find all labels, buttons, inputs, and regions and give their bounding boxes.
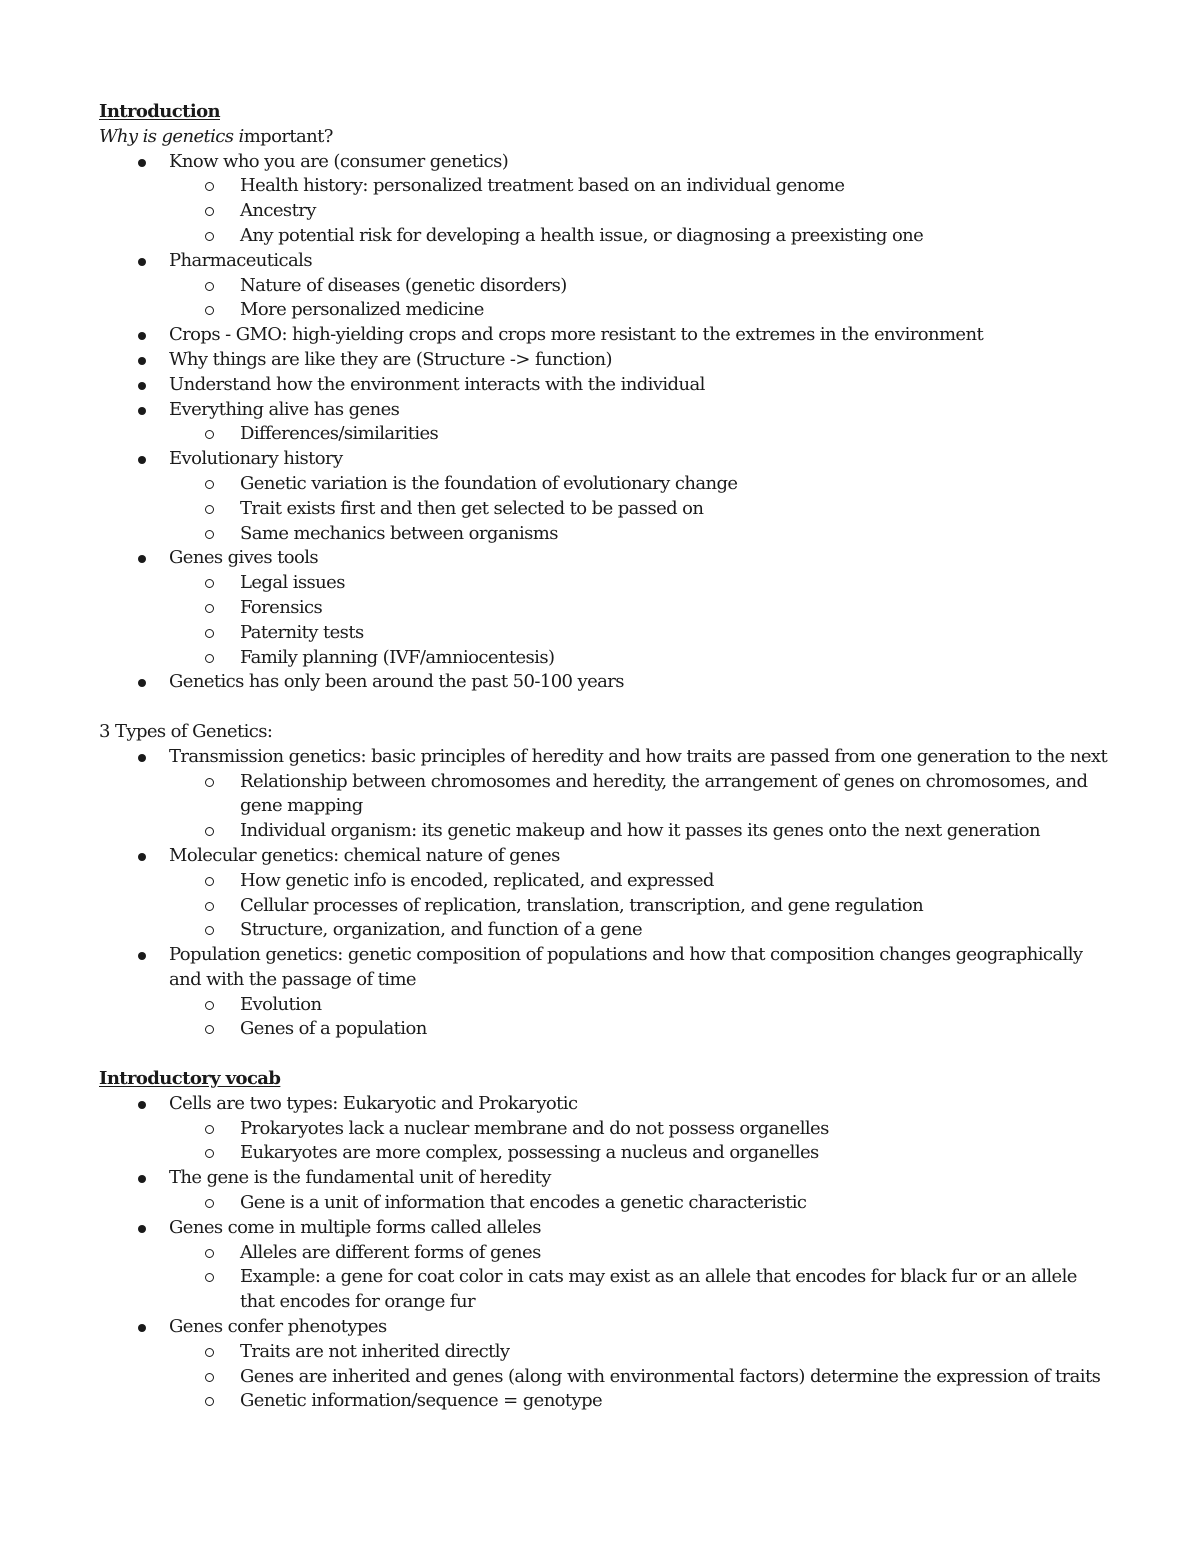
list-item [99,249,1109,274]
sub-list-item: Individual organism: its genetic makeup and how it passes its genes onto the next generation [99,819,1109,844]
sub-list-item: Evolution [99,993,1109,1018]
list-item-text: Population genetics: genetic composition of populations and how that composition changes geographically and with the passage of time [169,944,1083,990]
sub-list-item: Example: a gene for coat color in cats may exist as an allele that encodes for black fur or an allele that encodes for orange fur [99,1265,1109,1315]
list-item-text: Know who you are (consumer genetics) [169,150,509,172]
sub-list-item: Gene is a unit of information that encodes a genetic characteristic [99,1191,1109,1216]
spacer [99,1042,1109,1067]
types-of-genetics-list [99,745,1109,1043]
sub-list-item: Legal issues [99,571,1109,596]
sub-list-item: Ancestry [99,199,1109,224]
sub-list [99,472,1109,546]
sub-list-item: Cellular processes of replication, translation, transcription, and gene regulation [99,894,1109,919]
list-item-text: Transmission genetics: basic principles of heredity and how traits are passed from one generation to the next [169,745,1108,767]
list-item-text: Evolutionary history [169,448,343,470]
list-item-text: Crops - GMO: high-yielding crops and crops more resistant to the extremes in the environment [169,324,984,346]
list-item [99,447,1109,472]
list-item-text: Genes come in multiple forms called alleles [169,1216,541,1238]
sub-list [99,1241,1109,1315]
list-item [99,1166,1109,1191]
sub-list-item: Paternity tests [99,621,1109,646]
list-item [99,1216,1109,1241]
list-item-text: Genes gives tools [169,547,318,569]
list-item [99,1315,1109,1340]
document-body [99,100,1109,1414]
list-item [99,348,1109,373]
sub-list-item: Alleles are different forms of genes [99,1241,1109,1266]
sub-list [99,869,1109,943]
section-heading-introductory-vocab: Introductory vocab [99,1068,281,1090]
list-item-text: Cells are two types: Eukaryotic and Prokaryotic [169,1092,578,1114]
list-item-text: Pharmaceuticals [169,249,312,271]
subtitle-rest: mportant? [243,125,333,147]
sub-list-item: How genetic info is encoded, replicated, and expressed [99,869,1109,894]
list-item [99,670,1109,695]
sub-list-item: Genetic variation is the foundation of evolutionary change [99,472,1109,497]
list-item-text: Molecular genetics: chemical nature of genes [169,844,560,866]
sub-list-item: Relationship between chromosomes and heredity, the arrangement of genes on chromosomes, and gene mapping [99,770,1109,820]
sub-list [99,993,1109,1043]
list-item [99,373,1109,398]
sub-list-item: Structure, organization, and function of a gene [99,918,1109,943]
section-subtitle [99,125,1109,150]
list-item-text: Why things are like they are (Structure -> function) [169,348,612,370]
types-of-genetics-label: 3 Types of Genetics: [99,720,273,742]
sub-list-item: Prokaryotes lack a nuclear membrane and do not possess organelles [99,1117,1109,1142]
sub-list [99,274,1109,324]
sub-list-item: Any potential risk for developing a health issue, or diagnosing a preexisting one [99,224,1109,249]
sub-list-item: Genes of a population [99,1017,1109,1042]
list-item [99,1092,1109,1117]
sub-list-item: Differences/similarities [99,422,1109,447]
sub-list-item: Same mechanics between organisms [99,522,1109,547]
section-heading-introduction: Introduction [99,101,220,122]
list-item-text: The gene is the fundamental unit of heredity [169,1167,551,1189]
sub-list-item: More personalized medicine [99,298,1109,323]
list-item [99,398,1109,423]
sub-list [99,174,1109,248]
sub-list [99,571,1109,670]
sub-list-item: Family planning (IVF/amniocentesis) [99,646,1109,671]
list-item [99,546,1109,571]
sub-list-item: Forensics [99,596,1109,621]
sub-list [99,422,1109,447]
list-item [99,745,1109,770]
list-item-text: Genetics has only been around the past 50-100 years [169,671,624,693]
sub-list-item: Genetic information/sequence = genotype [99,1389,1109,1414]
introductory-vocab-list [99,1092,1109,1414]
list-item-text: Understand how the environment interacts with the individual [169,373,705,395]
spacer [99,695,1109,720]
sub-list [99,1191,1109,1216]
list-item-text: Everything alive has genes [169,398,400,420]
sub-list-item: Traits are not inherited directly [99,1340,1109,1365]
list-item [99,323,1109,348]
sub-list-item: Trait exists first and then get selected to be passed on [99,497,1109,522]
list-item [99,844,1109,869]
subtitle-italic: Why is genetics i [99,125,244,147]
introduction-list [99,150,1109,696]
sub-list [99,770,1109,844]
sub-list-item: Eukaryotes are more complex, possessing a nucleus and organelles [99,1141,1109,1166]
sub-list [99,1340,1109,1414]
list-item [99,150,1109,175]
sub-list-item: Health history: personalized treatment based on an individual genome [99,174,1109,199]
list-item [99,943,1109,993]
sub-list [99,1117,1109,1167]
sub-list-item: Genes are inherited and genes (along with environmental factors) determine the expression of traits [99,1365,1109,1390]
list-item-text: Genes confer phenotypes [169,1316,387,1338]
sub-list-item: Nature of diseases (genetic disorders) [99,274,1109,299]
